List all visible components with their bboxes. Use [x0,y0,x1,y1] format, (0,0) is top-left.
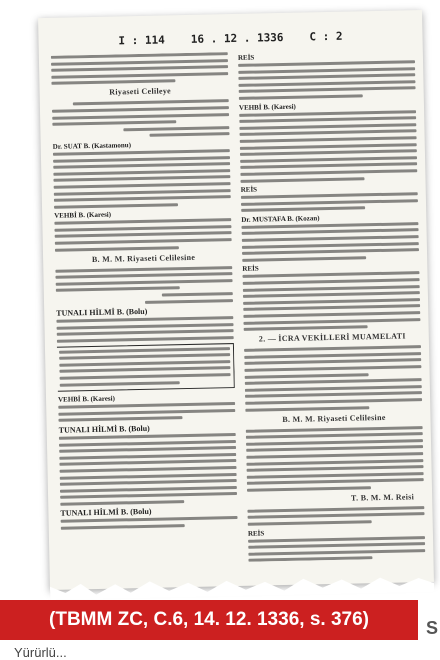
speaker-vehbi-2: VEHBİ B. (Karesi) [57,394,115,404]
page-number-left: I : 114 [118,33,165,48]
speaker-reis-1: REİS [237,53,255,62]
torn-edge [50,570,434,600]
speaker-reis-4: REİS [247,529,265,538]
trailing-text-fragment: Yürürlü... [14,645,67,660]
speaker-reis-2: REİS [240,185,258,194]
heading-icra-vekilleri: 2. — İCRA VEKİLLERİ MUAMELATI [258,331,406,344]
text-columns [51,48,426,566]
heading-bmm-riyaseti-right: B. M. M. Riyaseti Celilesine [282,412,386,424]
speaker-suat: Dr. SUAT B. (Kastamonu) [52,141,132,151]
speaker-vehbi-right: VEHBİ B. (Karesi) [238,102,296,112]
speaker-reis-3: REİS [242,264,259,274]
speaker-tunali-1: TUNALI HİLMİ B. (Bolu) [56,307,148,318]
highlighted-passage [55,343,235,392]
right-column [238,48,426,562]
speaker-vehbi: VEHBİ B. (Karesi) [54,210,112,221]
session-date: 16 . 12 . 1336 [190,30,284,46]
source-caption: (TBMM ZC, C.6, 14. 12. 1336, s. 376) [0,600,418,640]
speaker-mustafa: Dr. MUSTAFA B. (Kozan) [241,214,320,224]
left-column [51,52,239,566]
heading-bmm-riyaseti: B. M. M. Riyaseti Celilesine [91,252,196,264]
signature-block: T. B. M. M. Reisi [350,492,415,503]
corner-text-fragment: S [425,618,438,638]
page-number-right: C : 2 [309,29,343,44]
newspaper-clipping [38,10,434,590]
speaker-tunali-3: TUNALI HİLMİ B. (Bolu) [60,507,152,519]
speaker-tunali-2: TUNALI HİLMİ B. (Bolu) [58,423,150,435]
heading-riyaseti-celileye: Riyaseti Celileye [109,86,172,97]
